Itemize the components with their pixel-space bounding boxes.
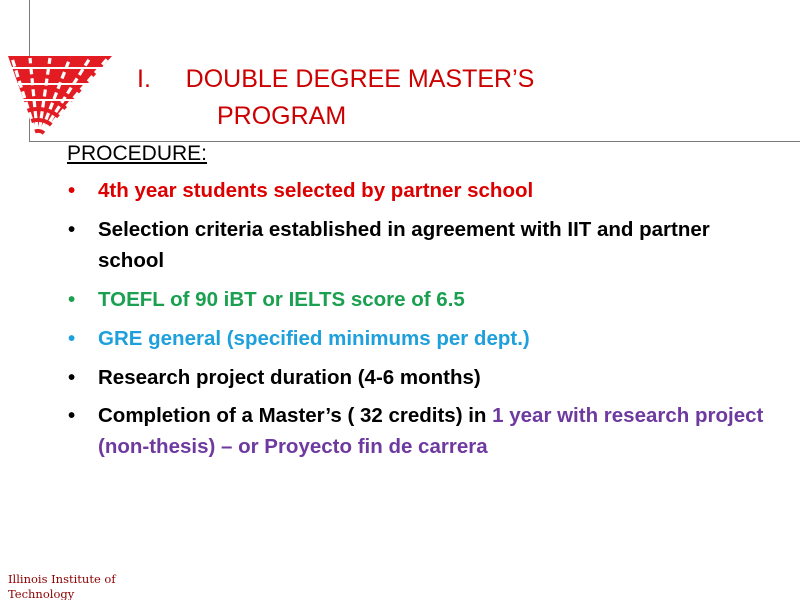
title-numeral: I. [137, 65, 151, 93]
bullet-item [68, 323, 768, 354]
bullet-text [98, 400, 768, 462]
slide-title-line1 [137, 64, 534, 94]
bullet-item [68, 175, 768, 206]
bullet-text: Research project duration (4-6 months) [98, 366, 481, 389]
bullet-marker: • [68, 179, 76, 202]
bullet-marker: • [68, 404, 76, 427]
bullet-text: Selection criteria established in agreement with IIT and partner school [98, 218, 710, 272]
bullet-item [68, 362, 768, 393]
slide-title-line2: PROGRAM [217, 102, 347, 130]
procedure-heading: PROCEDURE: [67, 142, 208, 165]
bullet-marker: • [68, 327, 76, 350]
bullet-item [68, 214, 768, 276]
bullet-text-highlight: 1 year with research project (non-thesis) – or Proyecto fin de carrera [98, 404, 764, 458]
bullet-marker: • [68, 288, 76, 311]
iit-logo [8, 54, 118, 144]
bullet-marker: • [68, 366, 76, 389]
title-text-line1: DOUBLE DEGREE MASTER’S [185, 65, 535, 93]
footer-institution: Illinois Institute of Technology [8, 572, 116, 600]
bullet-text: 4th year students selected by partner school [98, 179, 534, 202]
bullet-text-plain: Completion of a Master’s ( 32 credits) in [98, 404, 493, 427]
bullet-item [68, 400, 768, 462]
bullet-text: GRE general (specified minimums per dept.) [98, 327, 530, 350]
bullet-text: TOEFL of 90 iBT or IELTS score of 6.5 [98, 288, 465, 311]
bullet-marker: • [68, 218, 76, 241]
bullet-item [68, 284, 768, 315]
